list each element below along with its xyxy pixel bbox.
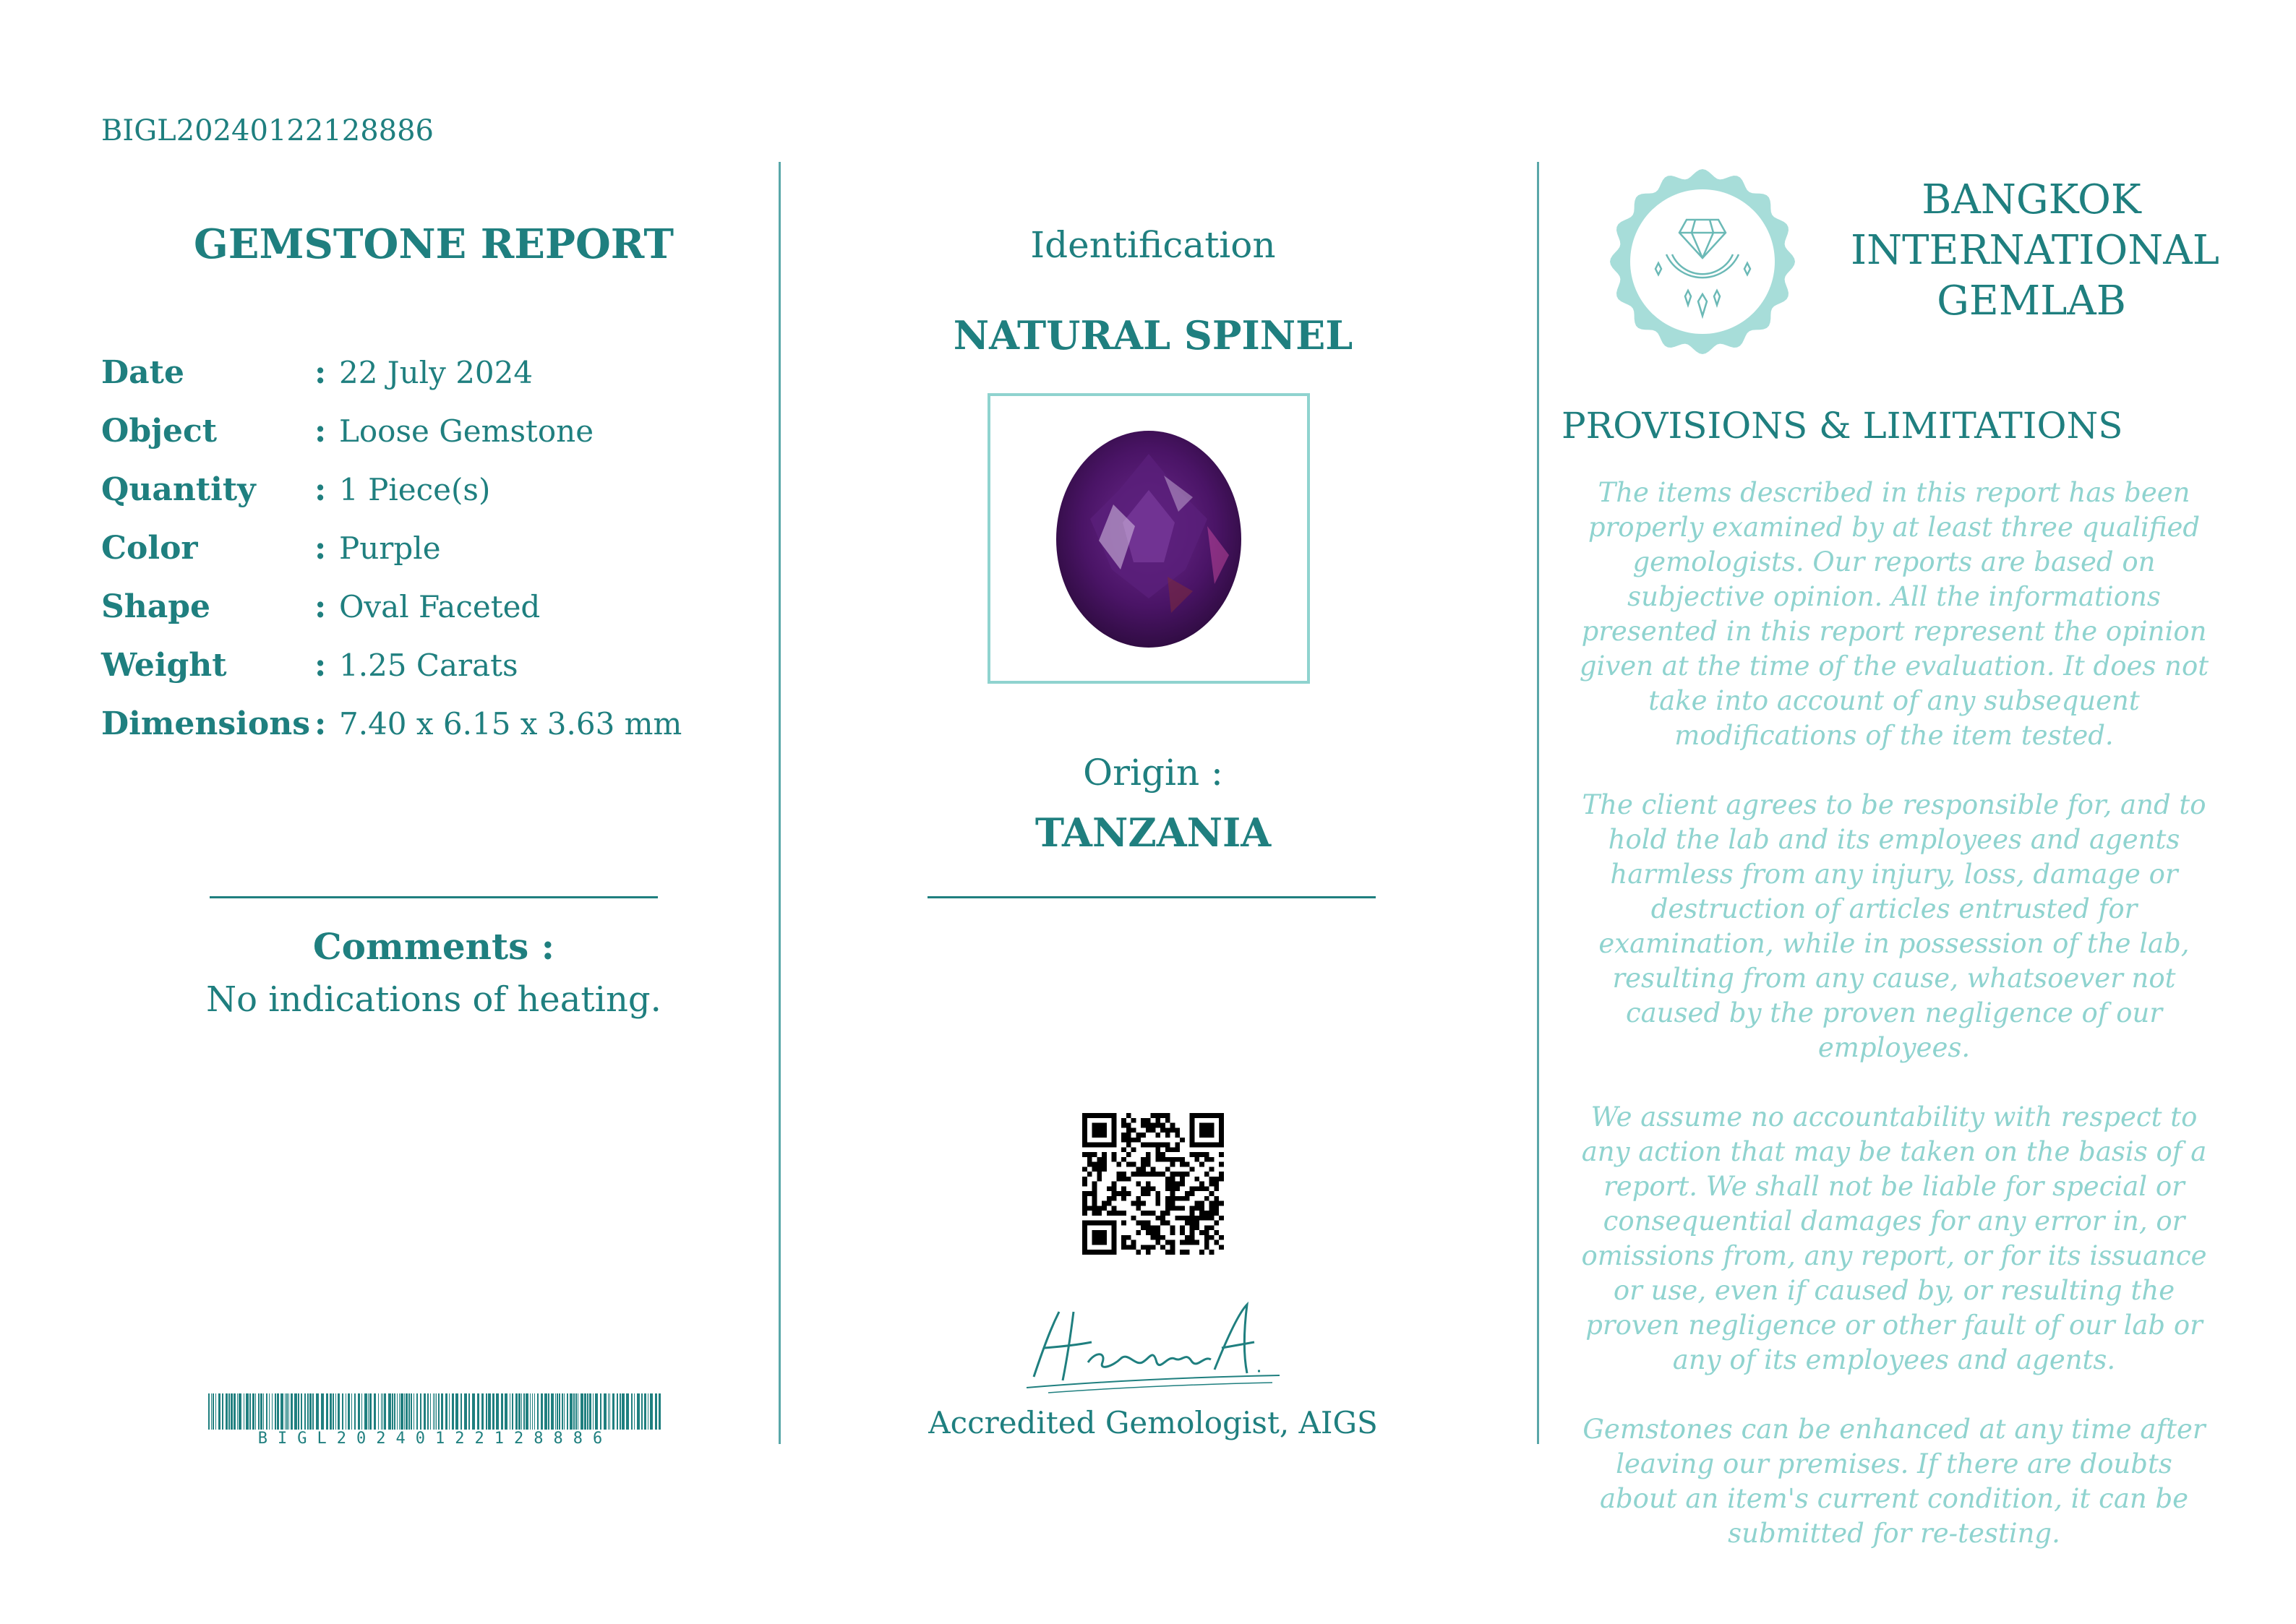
origin-value: TANZANIA (1035, 809, 1272, 856)
detail-separator: : (314, 588, 327, 625)
provisions-paragraph: The items described in this report has been properly examined by at least three qualified gemologists. Our reports are based on subjective opinion. All the informations presented in this report represent the opinion given at the time of the evaluation. It does not take into account of any subsequent modifications of the item tested. (1579, 477, 2209, 751)
lab-name-line1: BANGKOK (1922, 176, 2141, 223)
detail-label: Date (101, 354, 184, 391)
detail-value: 7.40 x 6.15 x 3.63 mm (339, 706, 682, 742)
detail-row-color (101, 519, 682, 577)
provisions-paragraph: We assume no accountability with respect to any action that may be taken on the basis of a report. We shall not be liable for special or consequential damages for any error in, or omissions from, any report, or for its issuance or use, even if caused by, or resulting the proven negligence or other fault of our lab or any of its employees and agents. (1581, 1101, 2207, 1375)
report-title: GEMSTONE REPORT (193, 220, 674, 268)
detail-value: 1.25 Carats (339, 648, 518, 683)
detail-separator: : (314, 647, 327, 684)
detail-row-weight (101, 636, 682, 695)
barcode-text: BIGL20240122128886 (257, 1430, 613, 1448)
comments-divider (210, 896, 658, 898)
detail-row-quantity (101, 460, 682, 519)
qr-code-icon (1082, 1113, 1224, 1255)
detail-value: 1 Piece(s) (339, 472, 491, 507)
column-divider-left (779, 162, 781, 1444)
detail-row-shape (101, 577, 682, 636)
provisions-paragraph: Gemstones can be enhanced at any time after leaving our premises. If there are doubts about an item's current condition, it can be submitted for re-testing. (1582, 1414, 2206, 1549)
column-divider-right (1537, 162, 1539, 1444)
detail-value: 22 July 2024 (339, 355, 534, 390)
signature-image-icon (1005, 1290, 1294, 1399)
provisions-title: PROVISIONS & LIMITATIONS (1562, 405, 2123, 447)
identification-label: Identification (1030, 224, 1276, 266)
barcode-icon (208, 1393, 662, 1430)
lab-seal-logo-icon (1609, 168, 1796, 356)
detail-row-dimensions (101, 695, 682, 753)
detail-separator: : (314, 530, 327, 567)
detail-row-date (101, 343, 682, 402)
lab-name-line3: GEMLAB (1937, 278, 2126, 325)
gem-photo-frame (988, 393, 1310, 684)
detail-separator: : (314, 354, 327, 391)
detail-label: Dimensions (101, 705, 311, 742)
report-id: BIGL20240122128886 (101, 114, 434, 147)
provisions-paragraph: The client agrees to be responsible for, and to hold the lab and its employees and agents harmless from any injury, loss, damage or destruction of articles entrusted for examination, while in possession of the lab, resulting from any cause, whatsoever not caused by the proven negligence of our employees. (1582, 789, 2206, 1063)
origin-divider (928, 896, 1376, 898)
lab-name-line2: INTERNATIONAL (1851, 227, 2219, 274)
detail-separator: : (314, 471, 327, 508)
detail-separator: : (314, 705, 327, 742)
stone-name: NATURAL SPINEL (953, 312, 1353, 358)
detail-label: Color (101, 530, 198, 567)
detail-value: Oval Faceted (339, 589, 541, 624)
origin-label: Origin : (1083, 752, 1223, 794)
gem-photo-icon (990, 396, 1307, 681)
lab-name (1851, 175, 2219, 327)
detail-value: Loose Gemstone (339, 413, 594, 449)
details-table (101, 343, 682, 753)
provisions-text (1576, 476, 2212, 1586)
detail-label: Shape (101, 588, 211, 625)
detail-separator: : (314, 413, 327, 450)
detail-row-object (101, 402, 682, 460)
comments-text: No indications of heating. (206, 979, 661, 1020)
gemologist-caption: Accredited Gemologist, AIGS (928, 1405, 1378, 1440)
detail-label: Object (101, 413, 218, 450)
detail-value: Purple (339, 530, 441, 566)
comments-label: Comments : (312, 925, 555, 968)
detail-label: Quantity (101, 471, 256, 508)
detail-label: Weight (101, 647, 227, 684)
